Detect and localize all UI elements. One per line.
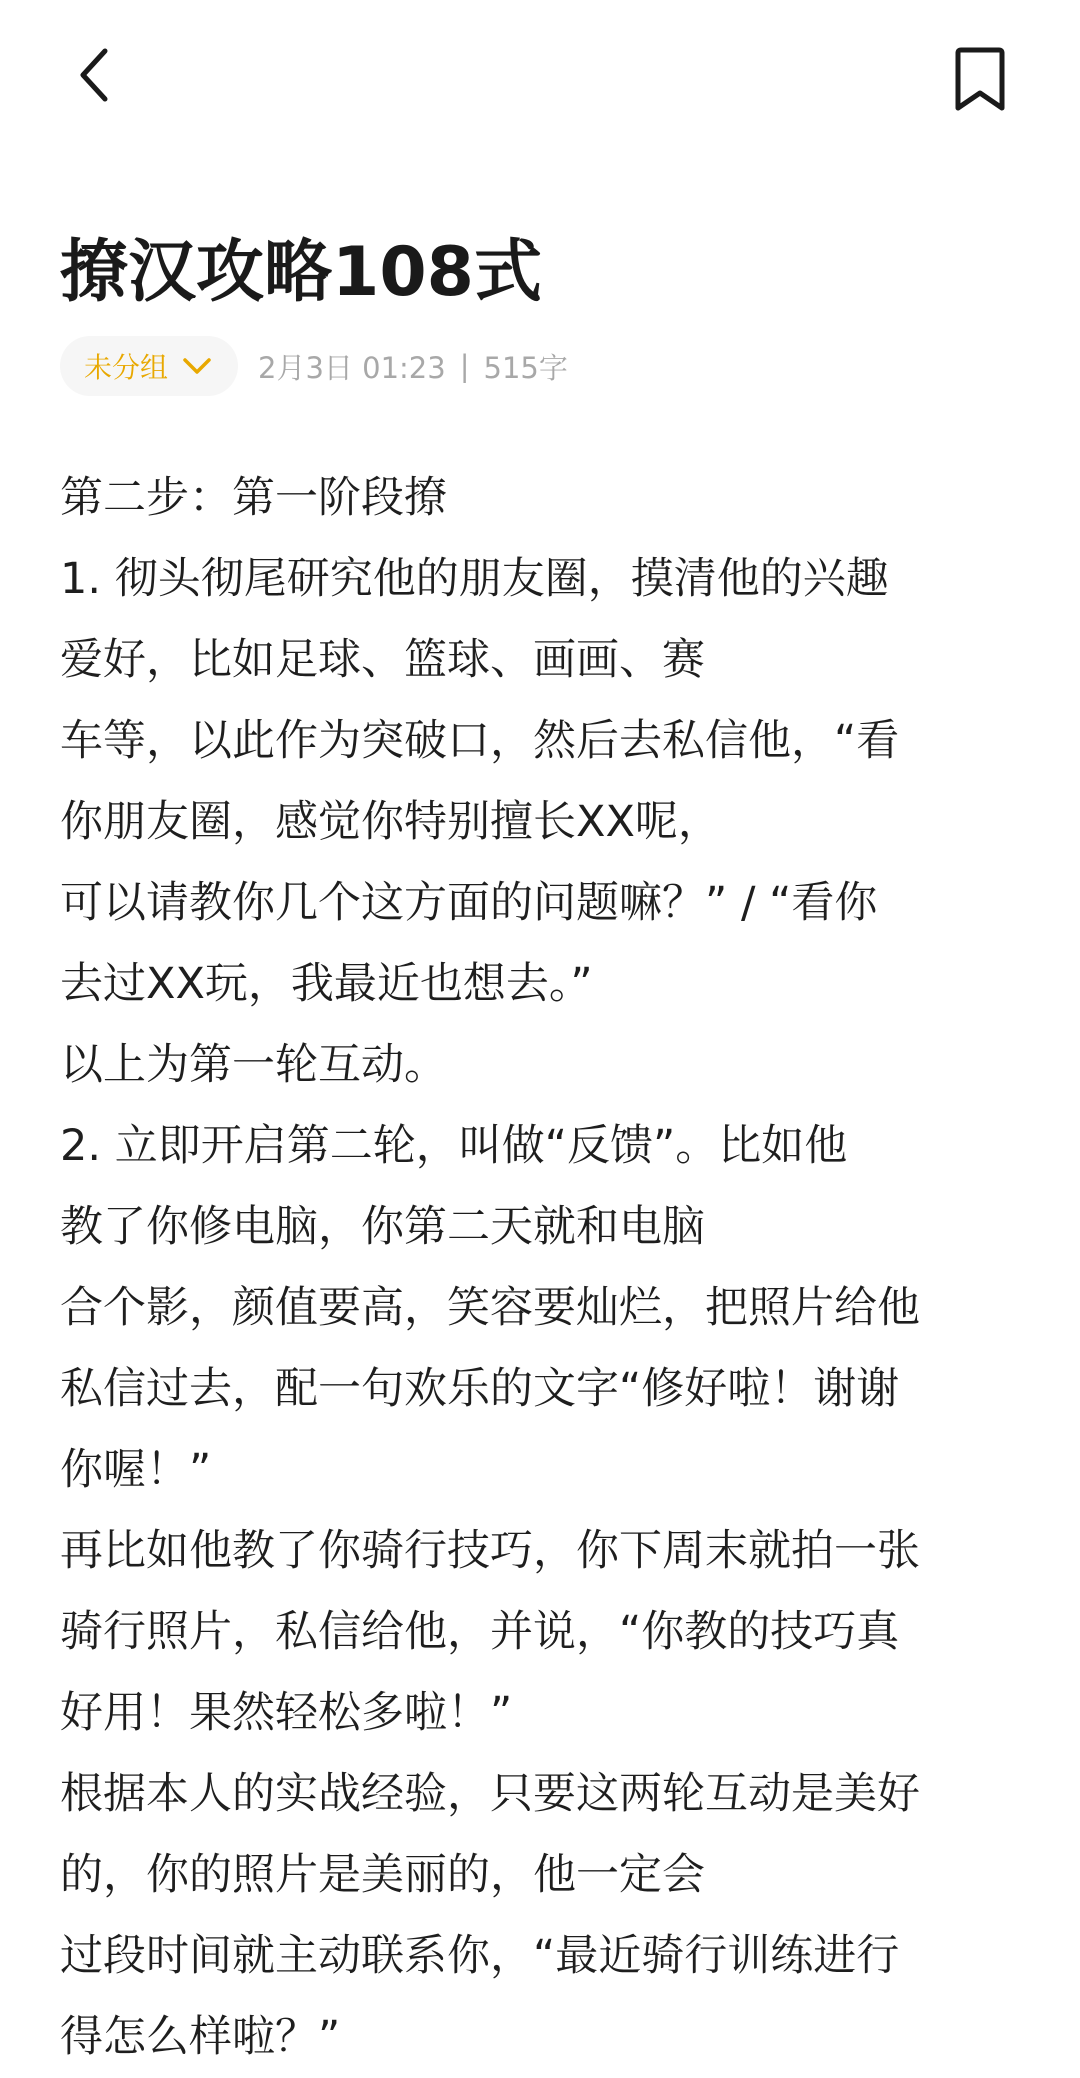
body-line: 你喔！” (60, 1445, 212, 1495)
note-date: 2月3日 01:23 (258, 350, 446, 385)
top-bar (0, 0, 1080, 150)
body-line: 1. 彻头彻尾研究他的朋友圈，摸清他的兴趣 (60, 554, 889, 604)
group-selector[interactable] (60, 336, 238, 396)
meta-separator: | (459, 349, 470, 383)
body-line: 私信过去，配一句欢乐的文字“修好啦！谢谢 (60, 1364, 900, 1414)
note-title: 撩汉攻略108式 (60, 233, 542, 312)
body-line: 2. 立即开启第二轮，叫做“反馈”。比如他 (60, 1121, 848, 1171)
body-line: 根据本人的实战经验，只要这两轮互动是美好 (60, 1769, 920, 1819)
chevron-down-icon (182, 356, 212, 376)
body-line: 第二步：第一阶段撩 (60, 473, 447, 523)
body-line: 再比如他教了你骑行技巧，你下周末就拍一张 (60, 1526, 920, 1576)
body-line: 爱好，比如足球、篮球、画画、赛 (60, 635, 705, 685)
back-button[interactable] (60, 40, 130, 110)
word-count: 515字 (483, 350, 568, 385)
body-line: 骑行照片，私信给他，并说，“你教的技巧真 (60, 1607, 900, 1657)
note-body[interactable] (60, 458, 1035, 2078)
body-line: 可以请教你几个这方面的问题嘛？” / “看你 (60, 878, 878, 928)
bookmark-button[interactable] (945, 40, 1015, 120)
body-line: 好用！果然轻松多啦！” (60, 1688, 513, 1738)
note-meta (60, 336, 568, 396)
body-line: 以上为第一轮互动。 (60, 1040, 447, 1090)
body-line: 得怎么样啦？” (60, 2012, 341, 2062)
body-line: 教了你修电脑，你第二天就和电脑 (60, 1202, 705, 1252)
body-line: 去过XX玩，我最近也想去。” (60, 959, 593, 1009)
bookmark-icon (953, 47, 1007, 113)
chevron-left-icon (75, 45, 115, 105)
body-line: 的，你的照片是美丽的，他一定会 (60, 1850, 705, 1900)
body-line: 你朋友圈，感觉你特别擅长XX呢， (60, 797, 721, 847)
group-label: 未分组 (84, 351, 169, 384)
body-line: 合个影，颜值要高，笑容要灿烂，把照片给他 (60, 1283, 920, 1333)
body-line: 车等，以此作为突破口，然后去私信他，“看 (60, 716, 900, 766)
body-line: 过段时间就主动联系你，“最近骑行训练进行 (60, 1931, 900, 1981)
